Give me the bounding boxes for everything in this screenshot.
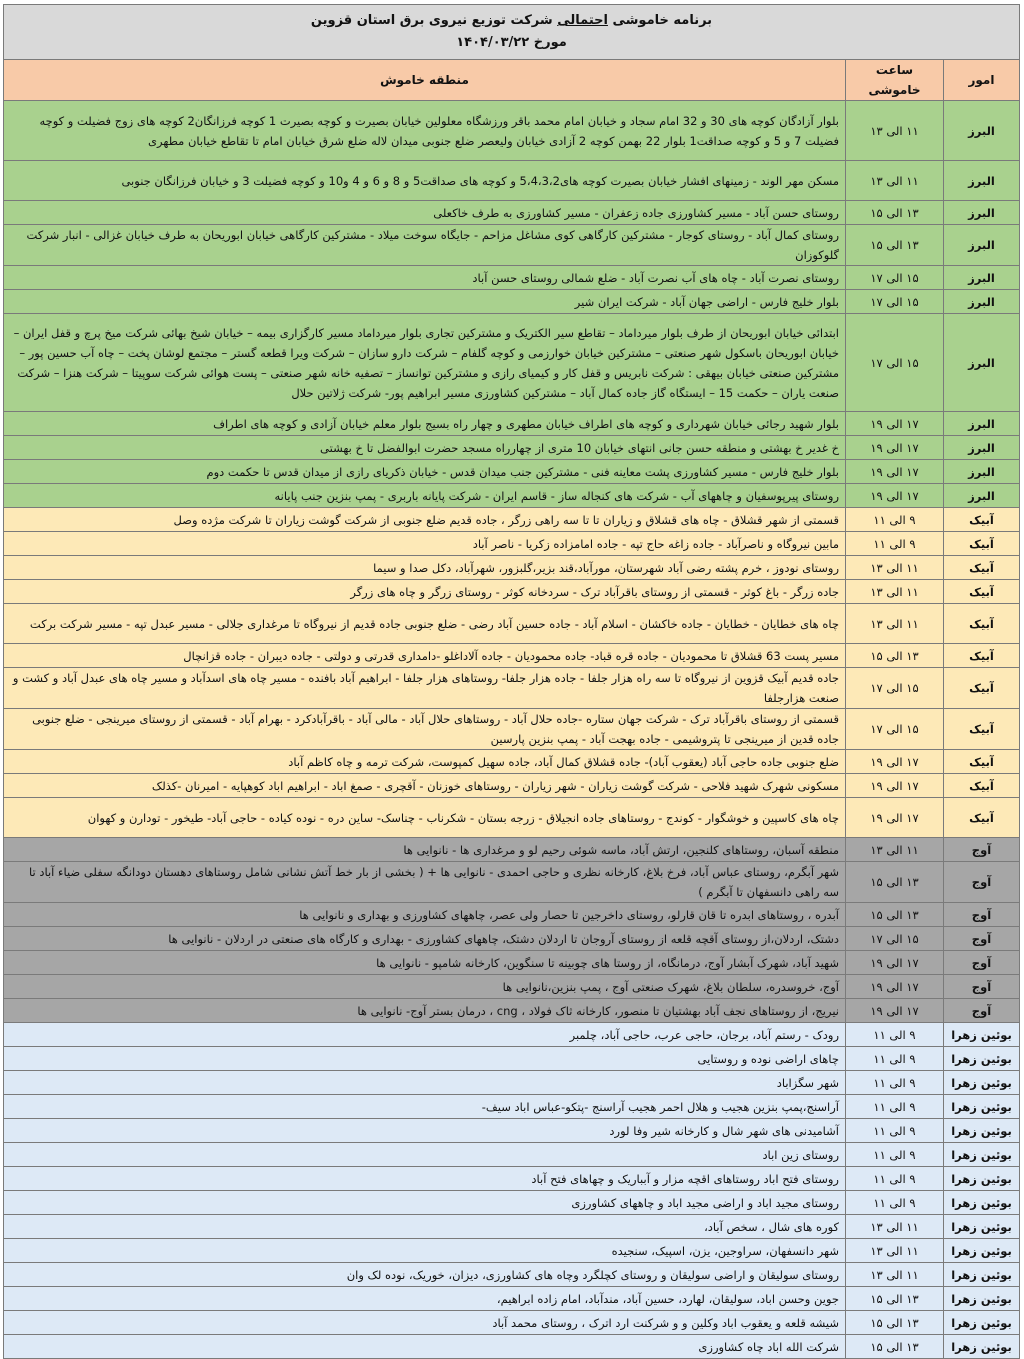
district-cell: البرز (944, 412, 1020, 436)
table-row (3, 668, 1019, 709)
district-cell: بوئین زهرا (944, 1143, 1020, 1167)
table-row (3, 201, 1019, 225)
table-row (3, 580, 1019, 604)
area-cell: جاده قدیم آبیک قزوین از نیروگاه تا سه راه هزار جلفا - جاده هزار جلفا- روستاهای هزار جلفا - ابراهیم آباد بافنده - مسیر چاه های اسدآباد و مسیر چاه های عبدل آباد و کشت و صنعت هزارجلفا (3, 668, 845, 709)
table-row (3, 508, 1019, 532)
table-row (3, 862, 1019, 903)
area-cell: روستای نصرت آباد - چاه های آب نصرت آباد - ضلع شمالی روستای حسن آباد (3, 266, 845, 290)
district-cell: آوج (944, 999, 1020, 1023)
district-cell: بوئین زهرا (944, 1167, 1020, 1191)
district-cell: البرز (944, 101, 1020, 161)
area-cell: چاه های خطایان - خطایان - جاده خاکشان - اسلام آباد - جاده حسین آباد رضی - ضلع جنوبی جاده قدیم از نیروگاه تا مرغداری جلالی - مسیر عبدل تپه - مسیر شرکت برکت (3, 604, 845, 644)
title-suffix: شرکت توزیع نیروی برق استان قزوین (310, 13, 553, 28)
title-emphasis: احتمالی (557, 13, 608, 28)
table-row (3, 1263, 1019, 1287)
table-row (3, 903, 1019, 927)
table-row (3, 484, 1019, 508)
table-row (3, 927, 1019, 951)
district-cell: البرز (944, 161, 1020, 201)
district-cell: آبیک (944, 580, 1020, 604)
area-cell: کوره های شال ، سخص آباد، (3, 1215, 845, 1239)
time-cell: ۱۷ الی ۱۹ (846, 999, 944, 1023)
table-row (3, 1071, 1019, 1095)
area-cell: آشامیدنی های شهر شال و کارخانه شیر وفا لورد (3, 1119, 845, 1143)
area-cell: بلوار شهید رجائی خیابان شهرداری و کوچه های اطراف خیابان مطهری و چهار راه بسیج بلوار معلم خیابان آزادی و کوچه های اطراف (3, 412, 845, 436)
table-row (3, 225, 1019, 266)
time-cell: ۱۵ الی ۱۷ (846, 314, 944, 412)
area-cell: مسکن مهر الوند - زمینهای افشار خیابان بصیرت کوچه های5،4،3،2 و کوچه های صداقت5 و 8 و 6 و 4 و10 و کوچه فضیلت 3 و خیابان فرزانگان جنوبی (3, 161, 845, 201)
table-row (3, 101, 1019, 161)
district-cell: بوئین زهرا (944, 1335, 1020, 1359)
time-cell: ۱۵ الی ۱۷ (846, 266, 944, 290)
area-cell: نیریج، از روستاهای نجف آباد بهشتیان تا منصور، کارخانه ثاک فولاد ، cng ، درمان بستر آوج- نانوایی ها (3, 999, 845, 1023)
time-cell: ۱۷ الی ۱۹ (846, 951, 944, 975)
district-cell: آبیک (944, 709, 1020, 750)
time-cell: ۱۱ الی ۱۳ (846, 161, 944, 201)
time-cell: ۱۱ الی ۱۳ (846, 1239, 944, 1263)
area-cell: آوج، خروسدره، سلطان بلاغ، شهرک صنعتی آوج ، پمپ بنزین،نانوایی ها (3, 975, 845, 999)
table-row (3, 1119, 1019, 1143)
table-row (3, 460, 1019, 484)
time-cell: ۱۳ الی ۱۵ (846, 1311, 944, 1335)
area-cell: ضلع جنوبی جاده حاجی آباد (یعقوب آباد)- جاده قشلاق کمال آباد، جاده سهیل کمپوست، شرکت ترمه و چاه کاظم آباد (3, 750, 845, 774)
district-cell: بوئین زهرا (944, 1119, 1020, 1143)
district-cell: آوج (944, 862, 1020, 903)
time-cell: ۱۷ الی ۱۹ (846, 436, 944, 460)
time-cell: ۹ الی ۱۱ (846, 508, 944, 532)
district-cell: بوئین زهرا (944, 1287, 1020, 1311)
district-cell: آبیک (944, 644, 1020, 668)
area-cell: جاده زرگر - باغ کوثر - قسمتی از روستای باقرآباد ترک - سردخانه کوثر - روستای زرگر و چاه های زرگر (3, 580, 845, 604)
time-cell: ۹ الی ۱۱ (846, 1047, 944, 1071)
time-cell: ۹ الی ۱۱ (846, 1191, 944, 1215)
table-row (3, 798, 1019, 838)
area-cell: چاه های کاسپین و خوشگوار - کوندج - روستاهای جاده انجیلاق - زرجه بستان - شکرناب - چناسک- ساین دره - نوده کیاده - حاجی آباد- طیخور - تودارن و کهوان (3, 798, 845, 838)
time-cell: ۱۳ الی ۱۵ (846, 903, 944, 927)
area-cell: دشتک، اردلان،از روستای آقچه قلعه از روستای آروجان تا اردلان دشتک، چاههای کشاورزی - بهداری و کارگاه های صنعتی در اردلان - نانوایی ها (3, 927, 845, 951)
time-cell: ۱۷ الی ۱۹ (846, 412, 944, 436)
time-cell: ۱۵ الی ۱۷ (846, 927, 944, 951)
area-cell: خ غدیر خ بهشتی و منطقه حسن جانی انتهای خیابان 10 متری از چهارراه مسجد حضرت ابوالفضل تا خ بهشتی (3, 436, 845, 460)
title-prefix: برنامه خاموشی (612, 13, 713, 28)
time-cell: ۱۳ الی ۱۵ (846, 201, 944, 225)
time-cell: ۹ الی ۱۱ (846, 1119, 944, 1143)
district-cell: البرز (944, 436, 1020, 460)
time-cell: ۱۳ الی ۱۵ (846, 862, 944, 903)
table-row (3, 1047, 1019, 1071)
area-cell: بلوار خلیج فارس - اراضی جهان آباد - شرکت ایران شیر (3, 290, 845, 314)
area-cell: روستای سولیقان و اراضی سولیقان و روستای کچلگرد وچاه های کشاورزی، دیزان، خوریک، نوده لک وان (3, 1263, 845, 1287)
district-cell: بوئین زهرا (944, 1023, 1020, 1047)
area-cell: شرکت الله اباد چاه کشاورزی (3, 1335, 845, 1359)
area-cell: قسمتی از شهر قشلاق - چاه های قشلاق و زیاران تا تا سه راهی زرگر ، جاده قدیم ضلع جنوبی از شرکت گوشت زیاران تا شرکت مژده وصل (3, 508, 845, 532)
area-cell: روستای مجید اباد و اراضی مجید اباد و چاههای کشاورزی (3, 1191, 845, 1215)
district-cell: البرز (944, 225, 1020, 266)
area-cell: شهر دانسفهان، سراوجین، یزن، اسپیک، سنجیده (3, 1239, 845, 1263)
table-row (3, 644, 1019, 668)
district-cell: آبیک (944, 750, 1020, 774)
time-cell: ۱۱ الی ۱۳ (846, 604, 944, 644)
table-row (3, 1239, 1019, 1263)
time-cell: ۱۵ الی ۱۷ (846, 668, 944, 709)
table-row (3, 1143, 1019, 1167)
time-cell: ۹ الی ۱۱ (846, 1023, 944, 1047)
time-cell: ۱۷ الی ۱۹ (846, 460, 944, 484)
district-cell: بوئین زهرا (944, 1311, 1020, 1335)
time-cell: ۹ الی ۱۱ (846, 1071, 944, 1095)
area-cell: مسکونی شهرک شهید فلاحی - شرکت گوشت زیاران - شهر زیاران - روستاهای خوزنان - آقچری - صمغ اباد - ابراهیم اباد کوهپایه - امیرنان -کذلک (3, 774, 845, 798)
time-cell: ۹ الی ۱۱ (846, 1167, 944, 1191)
district-cell: آبیک (944, 668, 1020, 709)
table-row (3, 1023, 1019, 1047)
time-cell: ۱۱ الی ۱۳ (846, 556, 944, 580)
table-row (3, 266, 1019, 290)
table-row (3, 314, 1019, 412)
time-cell: ۱۳ الی ۱۵ (846, 1335, 944, 1359)
table-row (3, 774, 1019, 798)
district-cell: البرز (944, 314, 1020, 412)
area-cell: چاهای اراضی نوده و روستایی (3, 1047, 845, 1071)
district-cell: آبیک (944, 774, 1020, 798)
district-cell: بوئین زهرا (944, 1071, 1020, 1095)
table-row (3, 709, 1019, 750)
col-header-area: منطقه خاموش (3, 60, 845, 101)
district-cell: بوئین زهرا (944, 1191, 1020, 1215)
district-cell: البرز (944, 266, 1020, 290)
title-row (3, 5, 1019, 60)
area-cell: منطقه آسبان، روستاهای کلنجین، ارتش آباد، ماسه شوئی رحیم لو و مرغداری ها - نانوایی ها (3, 838, 845, 862)
table-row (3, 1335, 1019, 1359)
time-cell: ۱۱ الی ۱۳ (846, 838, 944, 862)
time-cell: ۱۷ الی ۱۹ (846, 750, 944, 774)
time-cell: ۱۳ الی ۱۵ (846, 644, 944, 668)
table-row (3, 975, 1019, 999)
table-row (3, 999, 1019, 1023)
district-cell: بوئین زهرا (944, 1263, 1020, 1287)
district-cell: البرز (944, 201, 1020, 225)
time-cell: ۱۷ الی ۱۹ (846, 484, 944, 508)
title-cell (3, 5, 1019, 60)
area-cell: روستای پیرپوسفیان و چاههای آب - شرکت های کنجاله ساز - قاسم ایران - شرکت پایانه باربری - پمپ بنزین جنب پایانه (3, 484, 845, 508)
district-cell: آوج (944, 838, 1020, 862)
time-cell: ۱۳ الی ۱۵ (846, 225, 944, 266)
area-cell: مابین نیروگاه و ناصرآباد - جاده زاغه حاج تپه - جاده امامزاده زکریا - ناصر آباد (3, 532, 845, 556)
area-cell: بلوار آزادگان کوچه های 30 و 32 امام سجاد و خیابان امام محمد باقر ورزشگاه معلولین خیابان بصیرت و کوچه بصیرت 1 کوچه فرزانگان2 کوچه های زوج فضیلت و کوچه فضیلت 7 و 5 و کوچه صداقت1 بلوار 22 بهمن کوچه 2 آزادی خیابان ولیعصر ضلع جنوبی میدان لاله ضلع شرق خیابان امام تا تقاطع خیابان مطهری (3, 101, 845, 161)
table-row (3, 532, 1019, 556)
area-cell: آبدره ، روستاهای ابدره تا قان قارلو، روستای داخرجین تا حصار ولی عصر، چاههای کشاورزی و بهداری و نانوایی ها (3, 903, 845, 927)
district-cell: آبیک (944, 532, 1020, 556)
area-cell: روستای زین اباد (3, 1143, 845, 1167)
column-header-row (3, 60, 1019, 101)
district-cell: بوئین زهرا (944, 1095, 1020, 1119)
area-cell: روستای کمال آباد - روستای کوجار - مشترکین کارگاهی کوی مشاغل مزاحم - جایگاه سوخت میلاد - مشترکین کارگاهی خیابان ابوریحان به طرف خیابان غزالی - انبار شرکت گلوکوزان (3, 225, 845, 266)
table-row (3, 290, 1019, 314)
table-row (3, 1095, 1019, 1119)
time-cell: ۱۷ الی ۱۹ (846, 975, 944, 999)
time-cell: ۹ الی ۱۱ (846, 532, 944, 556)
area-cell: آراسنج،پمپ بنزین هجیب و هلال احمر هجیب آراسنج -پتکو-عباس اباد سیف- (3, 1095, 845, 1119)
time-cell: ۱۷ الی ۱۹ (846, 798, 944, 838)
district-cell: آوج (944, 927, 1020, 951)
time-cell: ۹ الی ۱۱ (846, 1095, 944, 1119)
area-cell: قسمتی از روستای باقرآباد ترک - شرکت جهان ستاره -جاده حلال آباد - روستاهای حلال آباد - مالی آباد - باقرآبادکرد - بهرام آباد - قسمتی از روستای میرینجی - ضلع جنوبی جاده قدین از میرینجی تا پتروشیمی - جاده بهجت آباد - پمپ بنزین پارسین (3, 709, 845, 750)
table-row (3, 951, 1019, 975)
time-cell: ۱۱ الی ۱۳ (846, 101, 944, 161)
time-cell: ۱۱ الی ۱۳ (846, 1215, 944, 1239)
area-cell: رودک - رستم آباد، برجان، حاجی عرب، حاجی آباد، چلمبر (3, 1023, 845, 1047)
area-cell: شیشه قلعه و یعقوب اباد وکلین و و شرکنت ارد اترک ، روستای محمد آباد (3, 1311, 845, 1335)
time-cell: ۹ الی ۱۱ (846, 1143, 944, 1167)
time-cell: ۱۱ الی ۱۳ (846, 1263, 944, 1287)
district-cell: بوئین زهرا (944, 1239, 1020, 1263)
district-cell: آوج (944, 951, 1020, 975)
time-cell: ۱۷ الی ۱۹ (846, 774, 944, 798)
area-cell: بلوار خلیج فارس - مسیر کشاورزی پشت معاینه فنی - مشترکین جنب میدان قدس - خیابان ذکریای رازی از میدان قدس تا حکمت دوم (3, 460, 845, 484)
area-cell: جوین وحسن اباد، سولیقان، لهارد، حسین آباد، مندآباد، امام زاده ابراهیم، (3, 1287, 845, 1311)
page-title (10, 10, 1013, 32)
district-cell: آبیک (944, 508, 1020, 532)
area-cell: شهید آباد، شهرک آبشار آوج، درمانگاه، از روستا های چوبینه تا سنگوین، کارخانه شامپو - نانوایی ها (3, 951, 845, 975)
table-row (3, 1215, 1019, 1239)
area-cell: روستای نودوز ، خرم پشته رضی آباد شهرستان، مورآباد،قند بزیر،گلبزور، شهرآباد، دکل صدا و سیما (3, 556, 845, 580)
district-cell: البرز (944, 460, 1020, 484)
area-cell: روستای حسن آباد - مسیر کشاورزی جاده زعفران - مسیر کشاورزی به طرف خاکعلی (3, 201, 845, 225)
area-cell: روستای فتح اباد روستاهای اقچه مزار و آبباریک و چهاهای فتح آباد (3, 1167, 845, 1191)
table-row (3, 1311, 1019, 1335)
col-header-time: ساعت خاموشی (846, 60, 944, 101)
outage-table (3, 4, 1020, 1359)
time-cell: ۱۵ الی ۱۷ (846, 290, 944, 314)
table-row (3, 750, 1019, 774)
district-cell: البرز (944, 484, 1020, 508)
district-cell: بوئین زهرا (944, 1047, 1020, 1071)
time-cell: ۱۳ الی ۱۵ (846, 1287, 944, 1311)
area-cell: شهر آبگرم، روستای عباس آباد، فرخ بلاغ، کارخانه نظری و حاجی احمدی - نانوایی ها + ( بخشی از بار خط آتش نشانی شامل روستاهای دهستان دودانگه سفلی ضیاء آباد تا سه راهی دانسفهان تا آبگرم ) (3, 862, 845, 903)
area-cell: مسیر پست 63 قشلاق تا محمودیان - جاده قره قباد- جاده محمودیان - جاده آلاداغلو -دامداری قدرتی و دولتی - جاده دیبران - جاده قزانچال (3, 644, 845, 668)
table-row (3, 556, 1019, 580)
area-cell: ابتدائی خیابان ابوریحان از طرف بلوار میرداماد – تقاطع سیر الکتریک و مشترکین تجاری بلوار میرداماد مسیر کارگزاری بیمه – خیابان شیخ بهائی شرکت میخ پرچ و قفل ایران – خیابان ابوریحان باسکول شهر صنعتی – مشترکین خیابان خوارزمی و کوچه گلفام – شرکت دارو سازان – شرکت ویرا قطعه گستر – مجتمع لوشان پخت – چاه آب حسین پور – مشترکین صنعتی خیابان بیهقی : شرکت نابریس و قفل کار و کیمیای رازی و مشترکین توانساز – تصفیه خانه شهر صنعتی – پست هوائی شرکت سوپیتا – شرکت هنزا – شرکت صنعت یاران – حکمت 15 – ایستگاه گاز جاده کمال آباد – مشترکین کشاورزی مسیر ابراهیم پور- شرکت ژلاتین حلال (3, 314, 845, 412)
col-header-district: امور (944, 60, 1020, 101)
district-cell: بوئین زهرا (944, 1215, 1020, 1239)
table-row (3, 604, 1019, 644)
table-row (3, 838, 1019, 862)
district-cell: آوج (944, 903, 1020, 927)
time-cell: ۱۱ الی ۱۳ (846, 580, 944, 604)
date-label: مورخ ۱۴۰۴/۰۳/۲۲ (456, 35, 567, 50)
table-row (3, 1287, 1019, 1311)
table-row (3, 436, 1019, 460)
time-cell: ۱۵ الی ۱۷ (846, 709, 944, 750)
outage-schedule-sheet (4, 4, 1020, 1359)
table-row (3, 1167, 1019, 1191)
table-row (3, 412, 1019, 436)
table-row (3, 1191, 1019, 1215)
district-cell: آبیک (944, 604, 1020, 644)
table-row (3, 161, 1019, 201)
district-cell: البرز (944, 290, 1020, 314)
area-cell: شهر سگزاباد (3, 1071, 845, 1095)
district-cell: آبیک (944, 798, 1020, 838)
district-cell: آبیک (944, 556, 1020, 580)
district-cell: آوج (944, 975, 1020, 999)
